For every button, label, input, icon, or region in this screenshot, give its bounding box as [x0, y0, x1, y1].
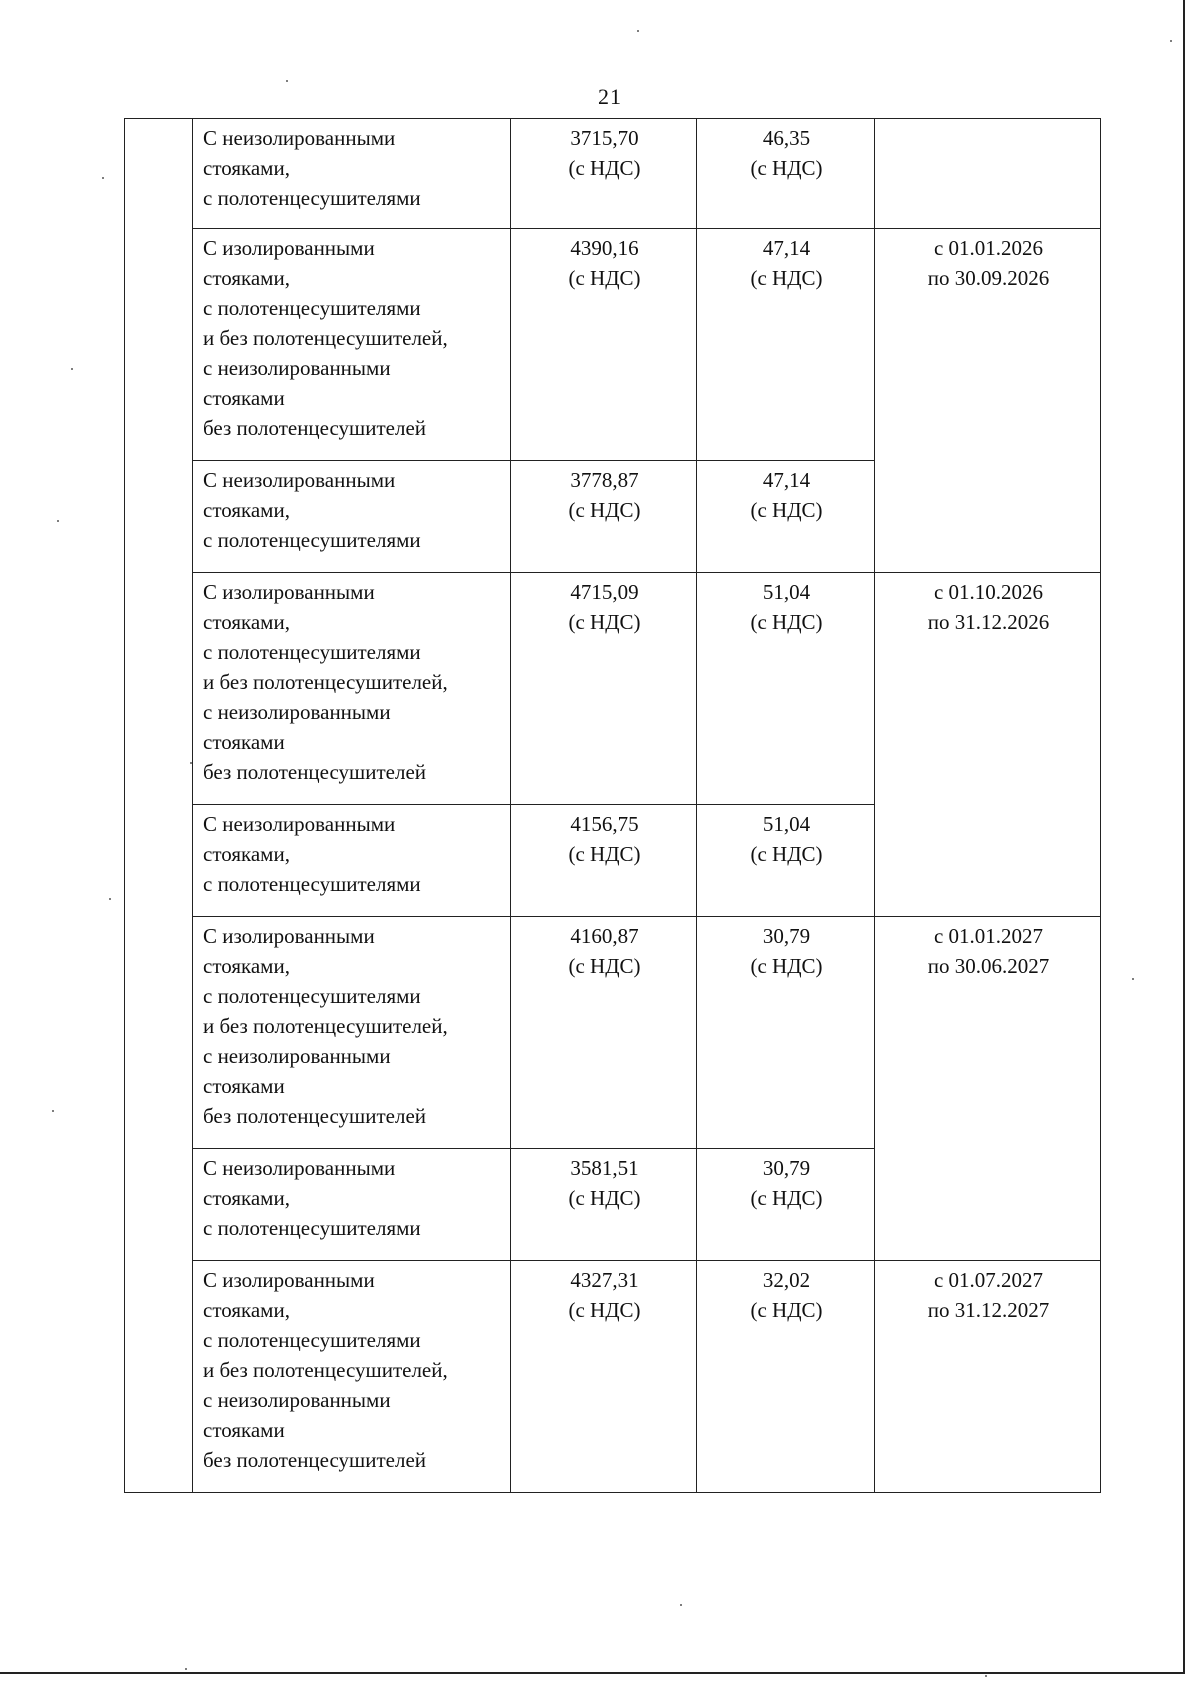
page-right-edge	[1183, 0, 1185, 1674]
description-cell: С неизолированными стояками, с полотенцесушителями	[193, 461, 511, 573]
price-cell: 3715,70 (с НДС)	[511, 119, 697, 229]
scan-speck	[185, 1668, 187, 1670]
description-cell: С неизолированными стояками, с полотенцесушителями	[193, 1149, 511, 1261]
unit-price-cell: 51,04 (с НДС)	[697, 573, 875, 805]
price-cell: 3581,51 (с НДС)	[511, 1149, 697, 1261]
unit-price-cell: 30,79 (с НДС)	[697, 917, 875, 1149]
unit-price-cell: 30,79 (с НДС)	[697, 1149, 875, 1261]
unit-price-cell: 47,14 (с НДС)	[697, 461, 875, 573]
page-number: 21	[598, 84, 622, 109]
table-row	[125, 917, 1101, 1149]
empty-column-cell	[125, 119, 193, 1493]
price-cell: 3778,87 (с НДС)	[511, 461, 697, 573]
price-cell: 4390,16 (с НДС)	[511, 229, 697, 461]
period-cell: с 01.01.2027 по 30.06.2027	[875, 917, 1101, 1261]
scan-speck	[71, 368, 73, 370]
scan-speck	[52, 1110, 54, 1112]
period-cell: с 01.07.2027 по 31.12.2027	[875, 1261, 1101, 1493]
description-cell: С изолированными стояками, с полотенцесушителями и без полотенцесушителей, с неизолированными стояками без полотенцесушителей	[193, 573, 511, 805]
scan-speck	[637, 30, 639, 32]
unit-price-cell: 47,14 (с НДС)	[697, 229, 875, 461]
price-cell: 4715,09 (с НДС)	[511, 573, 697, 805]
description-cell: С изолированными стояками, с полотенцесушителями и без полотенцесушителей, с неизолированными стояками без полотенцесушителей	[193, 229, 511, 461]
scan-speck	[102, 177, 104, 179]
period-cell: с 01.10.2026 по 31.12.2026	[875, 573, 1101, 917]
table-row	[125, 229, 1101, 461]
unit-price-cell: 46,35 (с НДС)	[697, 119, 875, 229]
price-cell: 4327,31 (с НДС)	[511, 1261, 697, 1493]
table-row	[125, 119, 1101, 229]
description-cell: С изолированными стояками, с полотенцесушителями и без полотенцесушителей, с неизолированными стояками без полотенцесушителей	[193, 917, 511, 1149]
scan-speck	[286, 80, 288, 82]
period-cell: с 01.01.2026 по 30.09.2026	[875, 229, 1101, 573]
scan-speck	[57, 520, 59, 522]
table-row	[125, 573, 1101, 805]
scan-speck	[985, 1675, 987, 1677]
description-cell: С неизолированными стояками, с полотенцесушителями	[193, 119, 511, 229]
page-bottom-edge	[0, 1672, 1185, 1674]
description-cell: С неизолированными стояками, с полотенцесушителями	[193, 805, 511, 917]
price-cell: 4160,87 (с НДС)	[511, 917, 697, 1149]
period-cell-empty	[875, 119, 1101, 229]
tariff-table	[124, 118, 1101, 1493]
scan-speck	[109, 898, 111, 900]
description-cell: С изолированными стояками, с полотенцесушителями и без полотенцесушителей, с неизолированными стояками без полотенцесушителей	[193, 1261, 511, 1493]
unit-price-cell: 32,02 (с НДС)	[697, 1261, 875, 1493]
scan-speck	[1132, 978, 1134, 980]
unit-price-cell: 51,04 (с НДС)	[697, 805, 875, 917]
price-cell: 4156,75 (с НДС)	[511, 805, 697, 917]
table-row	[125, 1261, 1101, 1493]
scan-speck	[1170, 40, 1172, 42]
scan-speck	[680, 1604, 682, 1606]
